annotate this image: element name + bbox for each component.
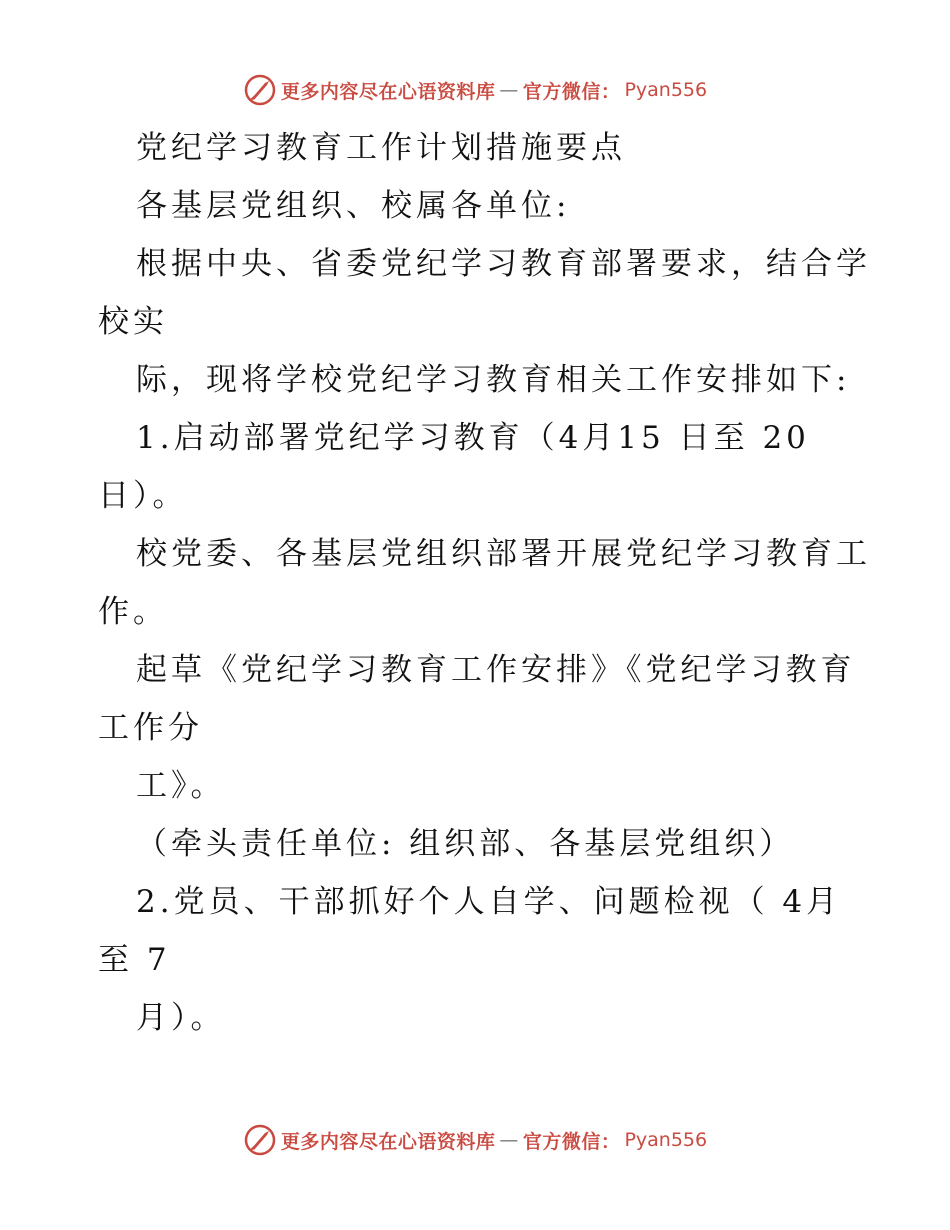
document-line: 起草《党纪学习教育工作安排》《党纪学习教育: [136, 652, 856, 688]
document-line: 校实: [98, 304, 168, 340]
banner-dash: —: [499, 79, 519, 101]
document-line: 至 7: [98, 942, 171, 978]
document-line: 各基层党组织、校属各单位:: [136, 188, 571, 224]
document-line: 根据中央、省委党纪学习教育部署要求，结合学: [136, 246, 871, 282]
banner-text: 更多内容尽在心语资料库: [280, 80, 496, 103]
document-line: 作。: [98, 594, 168, 630]
banner-text: 更多内容尽在心语资料库: [280, 1130, 496, 1153]
banner-wechat-id: Pyan556: [624, 1129, 708, 1151]
header-banner: [0, 70, 950, 110]
banner-label: 官方微信：: [522, 80, 621, 103]
document-title: 党纪学习教育工作计划措施要点: [136, 130, 626, 166]
document-line: 校党委、各基层党组织部署开展党纪学习教育工: [136, 536, 871, 572]
document-line: （牵头责任单位: 组织部、各基层党组织）: [136, 826, 795, 862]
footer-banner: [0, 1120, 950, 1160]
banner-label: 官方微信：: [522, 1130, 621, 1153]
quill-pen-logo-icon: [243, 73, 277, 107]
document-line: 工》。: [136, 768, 226, 804]
banner-dash: —: [499, 1129, 519, 1151]
document-line: 际，现将学校党纪学习教育相关工作安排如下:: [136, 362, 851, 398]
document-line: 1.启动部署党纪学习教育（4月15 日至 20: [136, 420, 810, 456]
document-line: 2.党员、干部抓好个人自学、问题检视（ 4月: [136, 884, 842, 920]
document-line: 日）。: [98, 478, 188, 514]
document-line: 月）。: [136, 1000, 226, 1036]
quill-pen-logo-icon: [243, 1123, 277, 1157]
document-line: 工作分: [98, 710, 203, 746]
banner-wechat-id: Pyan556: [624, 79, 708, 101]
